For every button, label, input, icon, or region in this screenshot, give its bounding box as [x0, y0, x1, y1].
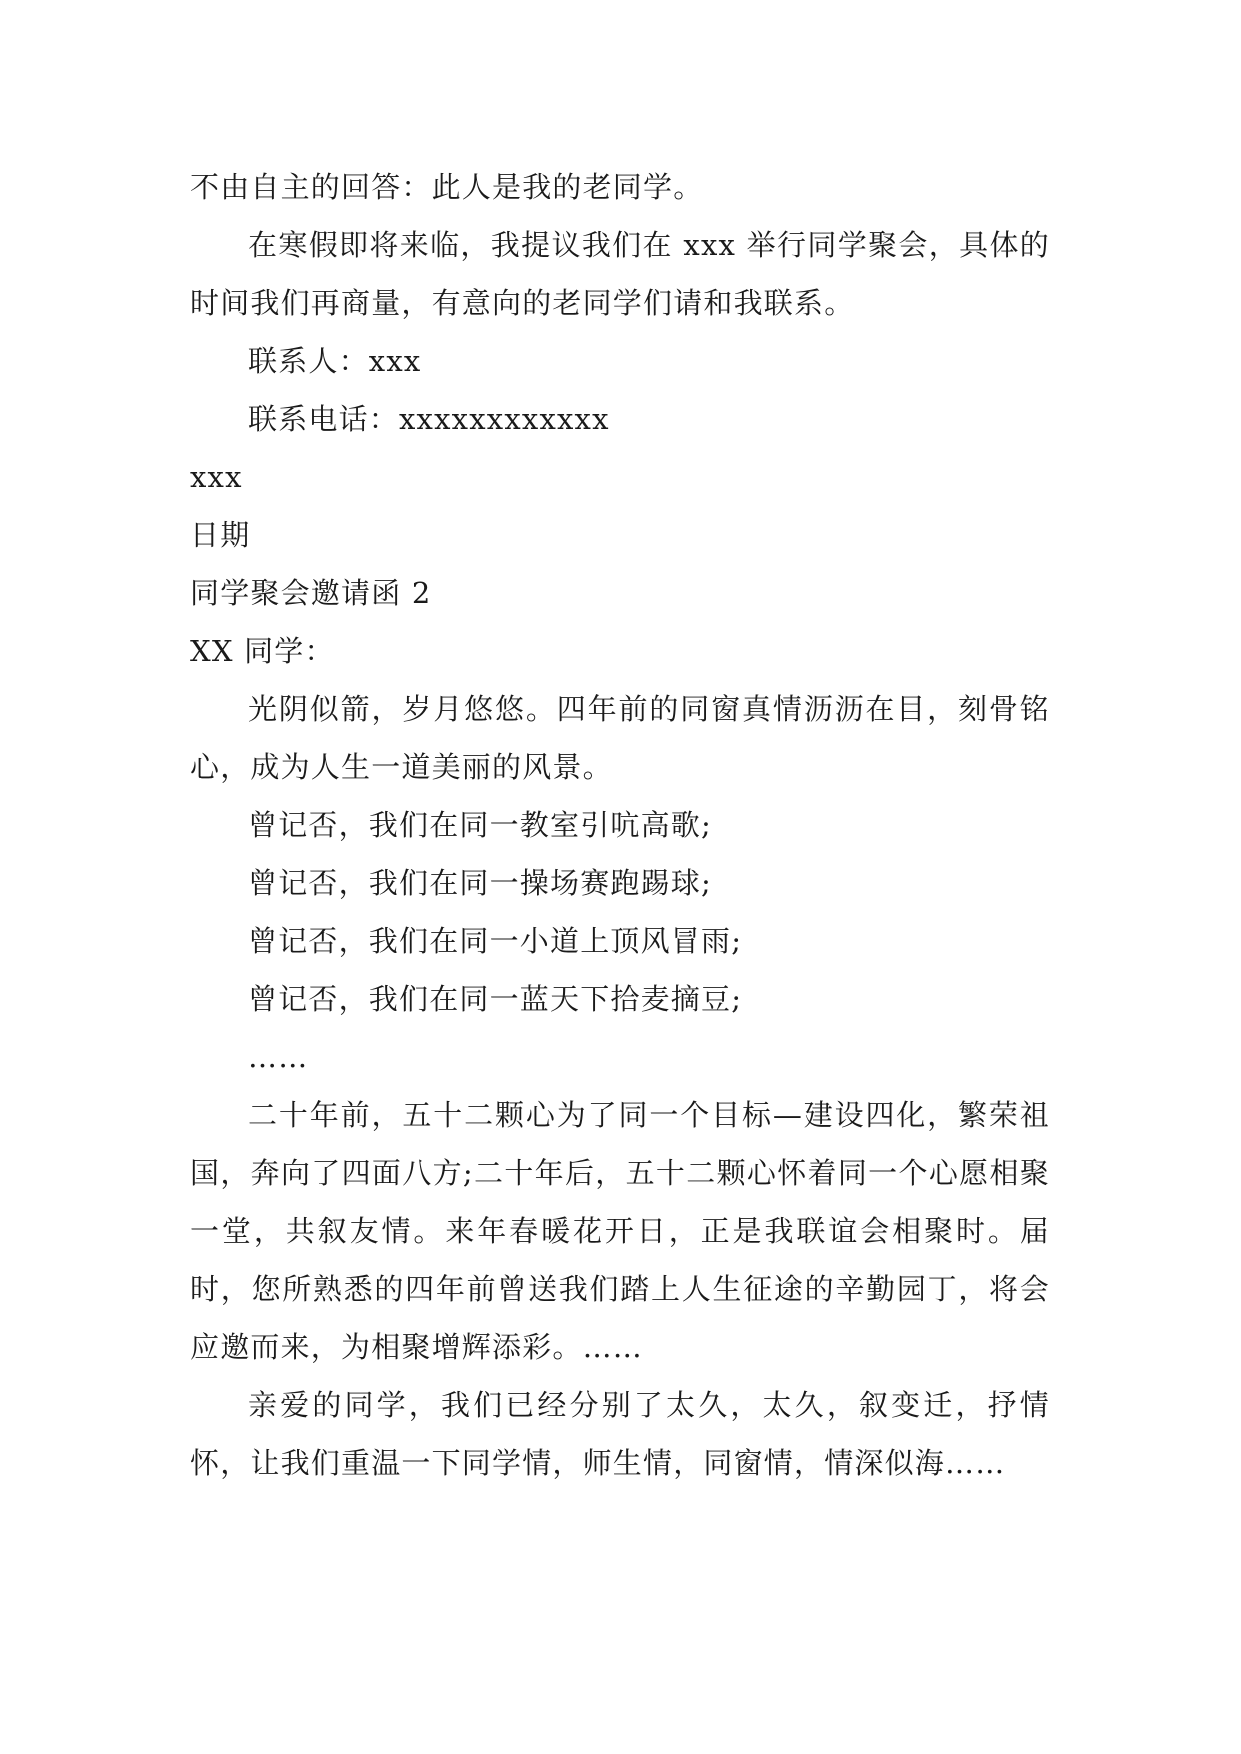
signature: xxx: [190, 460, 243, 494]
salutation: XX 同学：: [190, 634, 335, 668]
memory-line-1: 曾记否，我们在同一教室引吭高歌;: [248, 808, 712, 842]
memory-line-4: 曾记否，我们在同一蓝天下拾麦摘豆;: [248, 982, 743, 1016]
memory-line-3: 曾记否，我们在同一小道上顶风冒雨;: [248, 924, 743, 958]
paragraph-time-flies: 光阴似箭，岁月悠悠。四年前的同窗真情沥沥在目，刻骨铭心，成为人生一道美丽的风景。: [190, 692, 1050, 784]
memory-line-2: 曾记否，我们在同一操场赛跑踢球;: [248, 866, 712, 900]
ellipsis-line: ……: [248, 1040, 309, 1074]
paragraph-twenty-years: 二十年前，五十二颗心为了同一个目标—建设四化，繁荣祖国，奔向了四面八方;二十年后，五十二颗心怀着同一个心愿相聚一堂，共叙友情。来年春暖花开日，正是我联谊会相聚时。届时，您所熟悉的四年前曾送我们踏上人生征途的辛勤园丁，将会应邀而来，为相聚增辉添彩。……: [190, 1098, 1050, 1364]
section-title: 同学聚会邀请函 2: [190, 576, 432, 610]
contact-person: 联系人：xxx: [248, 344, 422, 378]
paragraph-dear-classmates: 亲爱的同学，我们已经分别了太久，太久，叙变迁，抒情怀，让我们重温一下同学情，师生情，同窗情，情深似海……: [190, 1388, 1050, 1480]
paragraph-proposal: 在寒假即将来临，我提议我们在 xxx 举行同学聚会，具体的时间我们再商量，有意向的老同学们请和我联系。: [190, 228, 1050, 320]
paragraph-answer: 不由自主的回答：此人是我的老同学。: [190, 170, 704, 204]
document-body: [190, 158, 1050, 1492]
contact-phone: 联系电话：xxxxxxxxxxxx: [248, 402, 610, 436]
date-line: 日期: [190, 518, 251, 552]
